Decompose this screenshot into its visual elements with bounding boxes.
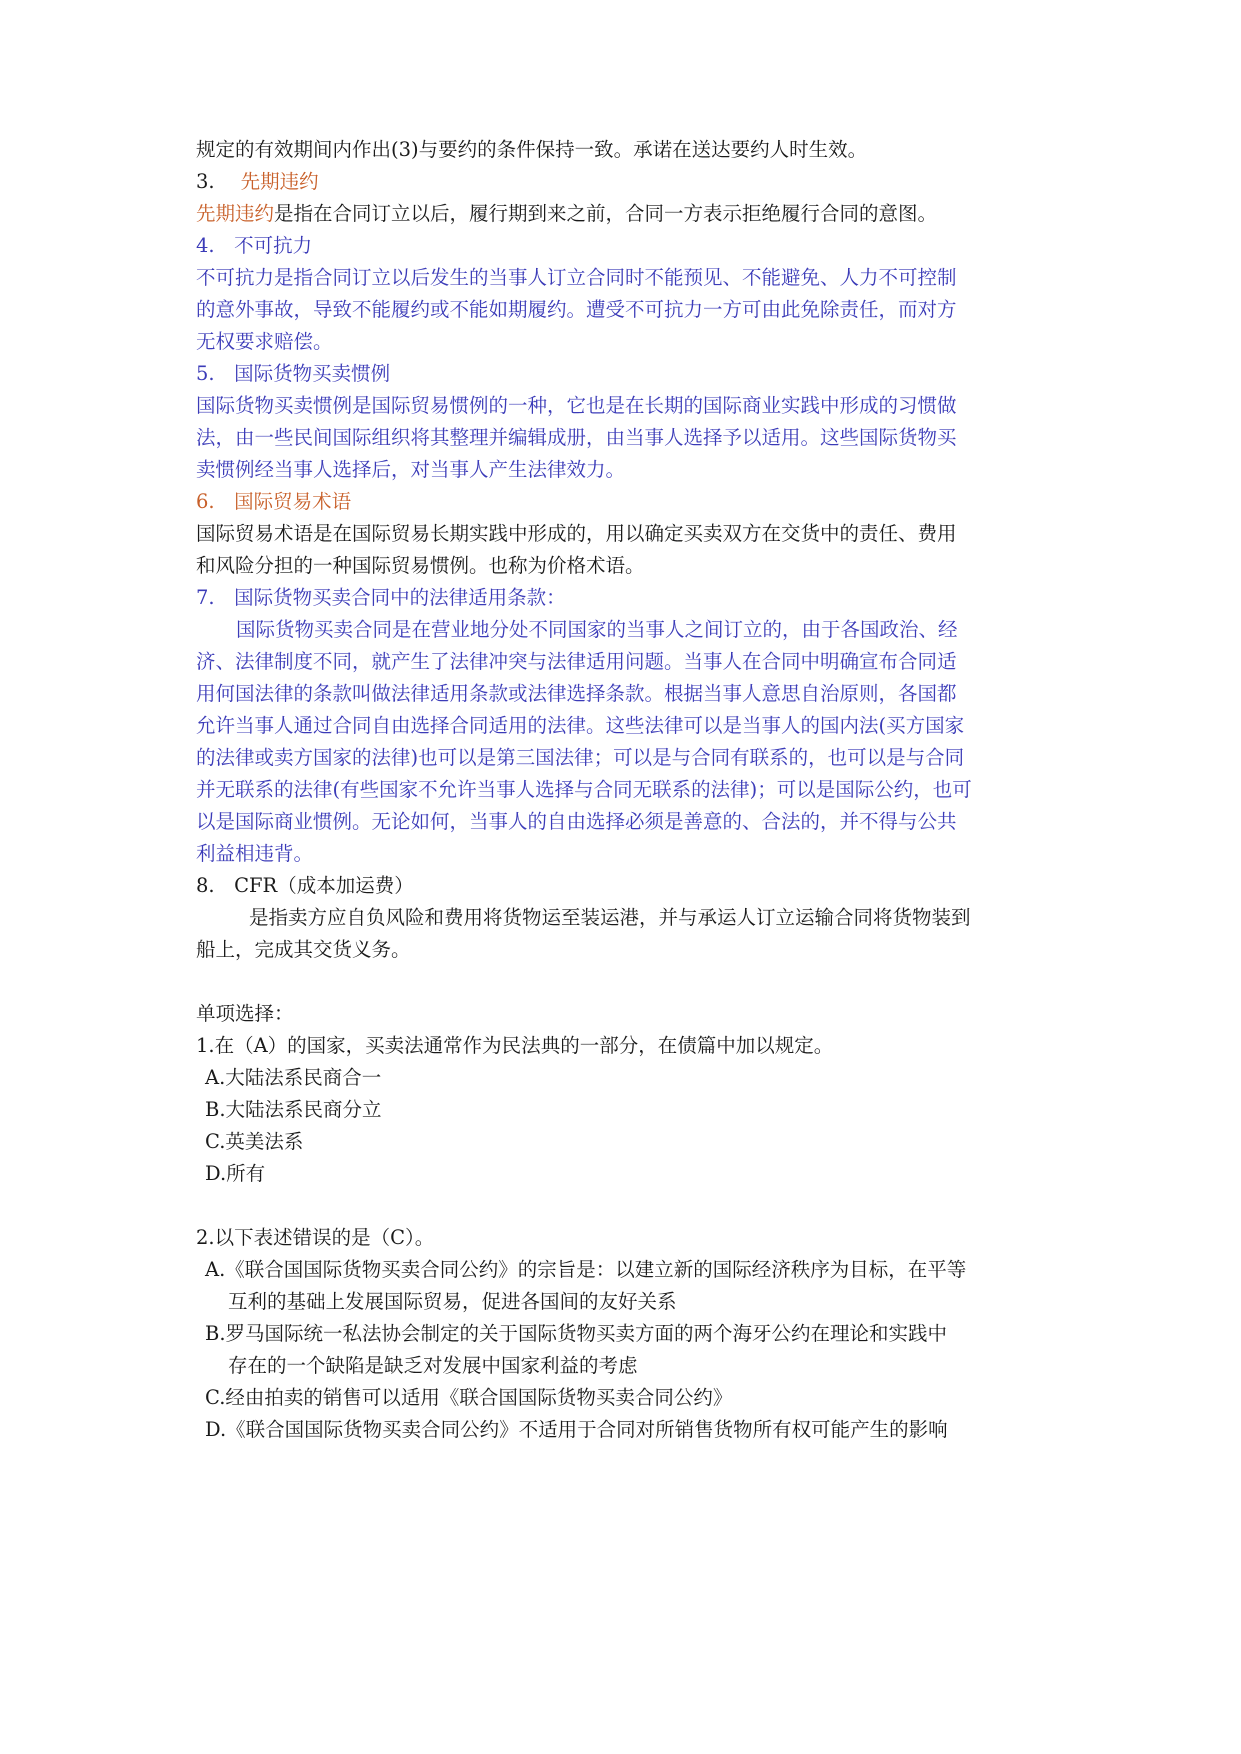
term5-line: 卖惯例经当事人选择后，对当事人产生法律效力。 [196,458,626,481]
option-d: D.《联合国国际货物买卖合同公约》不适用于合同对所销售货物所有权可能产生的影响 [205,1418,948,1441]
option-b: B.罗马国际统一私法协会制定的关于国际货物买卖方面的两个海牙公约在理论和实践中 [205,1322,948,1345]
term3-title: 先期违约 [240,170,319,193]
term8-line: 船上，完成其交货义务。 [196,938,411,961]
term6-heading: 6. 国际贸易术语 [196,490,352,513]
term4-line: 的意外事故，导致不能履约或不能如期履约。遭受不可抗力一方可由此免除责任，而对方 [196,298,957,321]
term7-line: 以是国际商业惯例。无论如何，当事人的自由选择必须是善意的、合法的，并不得与公共 [196,810,957,833]
question-stem: 2.以下表述错误的是（C）。 [196,1226,435,1249]
term4-line: 无权要求赔偿。 [196,330,333,353]
term3-body-text: 是指在合同订立以后，履行期到来之前，合同一方表示拒绝履行合同的意图。 [274,202,938,225]
option-a: A.《联合国国际货物买卖合同公约》的宗旨是：以建立新的国际经济秩序为目标，在平等 [205,1258,967,1281]
term3-number: 3. [196,170,215,193]
intro-line: 规定的有效期间内作出(3)与要约的条件保持一致。承诺在送达要约人时生效。 [196,138,868,161]
term7-line: 允许当事人通过合同自由选择合同适用的法律。这些法律可以是当事人的国内法(买方国家 [196,714,965,737]
option-d: D.所有 [205,1162,266,1185]
term5-line: 国际货物买卖惯例是国际贸易惯例的一种，它也是在长期的国际商业实践中形成的习惯做 [196,394,957,417]
term7-line: 济、法律制度不同，就产生了法律冲突与法律适用问题。当事人在合同中明确宣布合同适 [196,650,957,673]
term3-heading [196,165,319,198]
term7-line: 用何国法律的条款叫做法律适用条款或法律选择条款。根据当事人意思自治原则，各国都 [196,682,957,705]
option-b-continued: 存在的一个缺陷是缺乏对发展中国家利益的考虑 [228,1354,638,1377]
term8-line: 是指卖方应自负风险和费用将货物运至装运港，并与承运人订立运输合同将货物装到 [249,906,971,929]
term5-heading: 5. 国际货物买卖惯例 [196,362,391,385]
term6-line: 和风险分担的一种国际贸易惯例。也称为价格术语。 [196,554,645,577]
term7-line: 并无联系的法律(有些国家不允许当事人选择与合同无联系的法律)；可以是国际公约，也可 [196,778,972,801]
section-title-single-choice: 单项选择： [196,1002,294,1025]
term5-line: 法，由一些民间国际组织将其整理并编辑成册，由当事人选择予以适用。这些国际货物买 [196,426,957,449]
term3-body [196,197,937,230]
term7-heading: 7. 国际货物买卖合同中的法律适用条款： [196,586,566,609]
option-b: B.大陆法系民商分立 [205,1098,382,1121]
term7-line: 的法律或卖方国家的法律)也可以是第三国法律；可以是与合同有联系的，也可以是与合同 [196,746,965,769]
option-a: A.大陆法系民商合一 [205,1066,382,1089]
question-stem: 1.在（A）的国家，买卖法通常作为民法典的一部分，在债篇中加以规定。 [196,1034,834,1057]
term7-line: 利益相违背。 [196,842,314,865]
term4-heading: 4. 不可抗力 [196,234,313,257]
term7-line: 国际货物买卖合同是在营业地分处不同国家的当事人之间订立的，由于各国政治、经 [236,618,958,641]
option-a-continued: 互利的基础上发展国际贸易，促进各国间的友好关系 [228,1290,677,1313]
term6-line: 国际贸易术语是在国际贸易长期实践中形成的，用以确定买卖双方在交货中的责任、费用 [196,522,957,545]
option-c: C.经由拍卖的销售可以适用《联合国国际货物买卖合同公约》 [205,1386,733,1409]
term3-keyword: 先期违约 [196,202,275,225]
term4-line: 不可抗力是指合同订立以后发生的当事人订立合同时不能预见、不能避免、人力不可控制 [196,266,957,289]
term8-heading: 8. CFR（成本加运费） [196,874,414,897]
option-c: C.英美法系 [205,1130,304,1153]
